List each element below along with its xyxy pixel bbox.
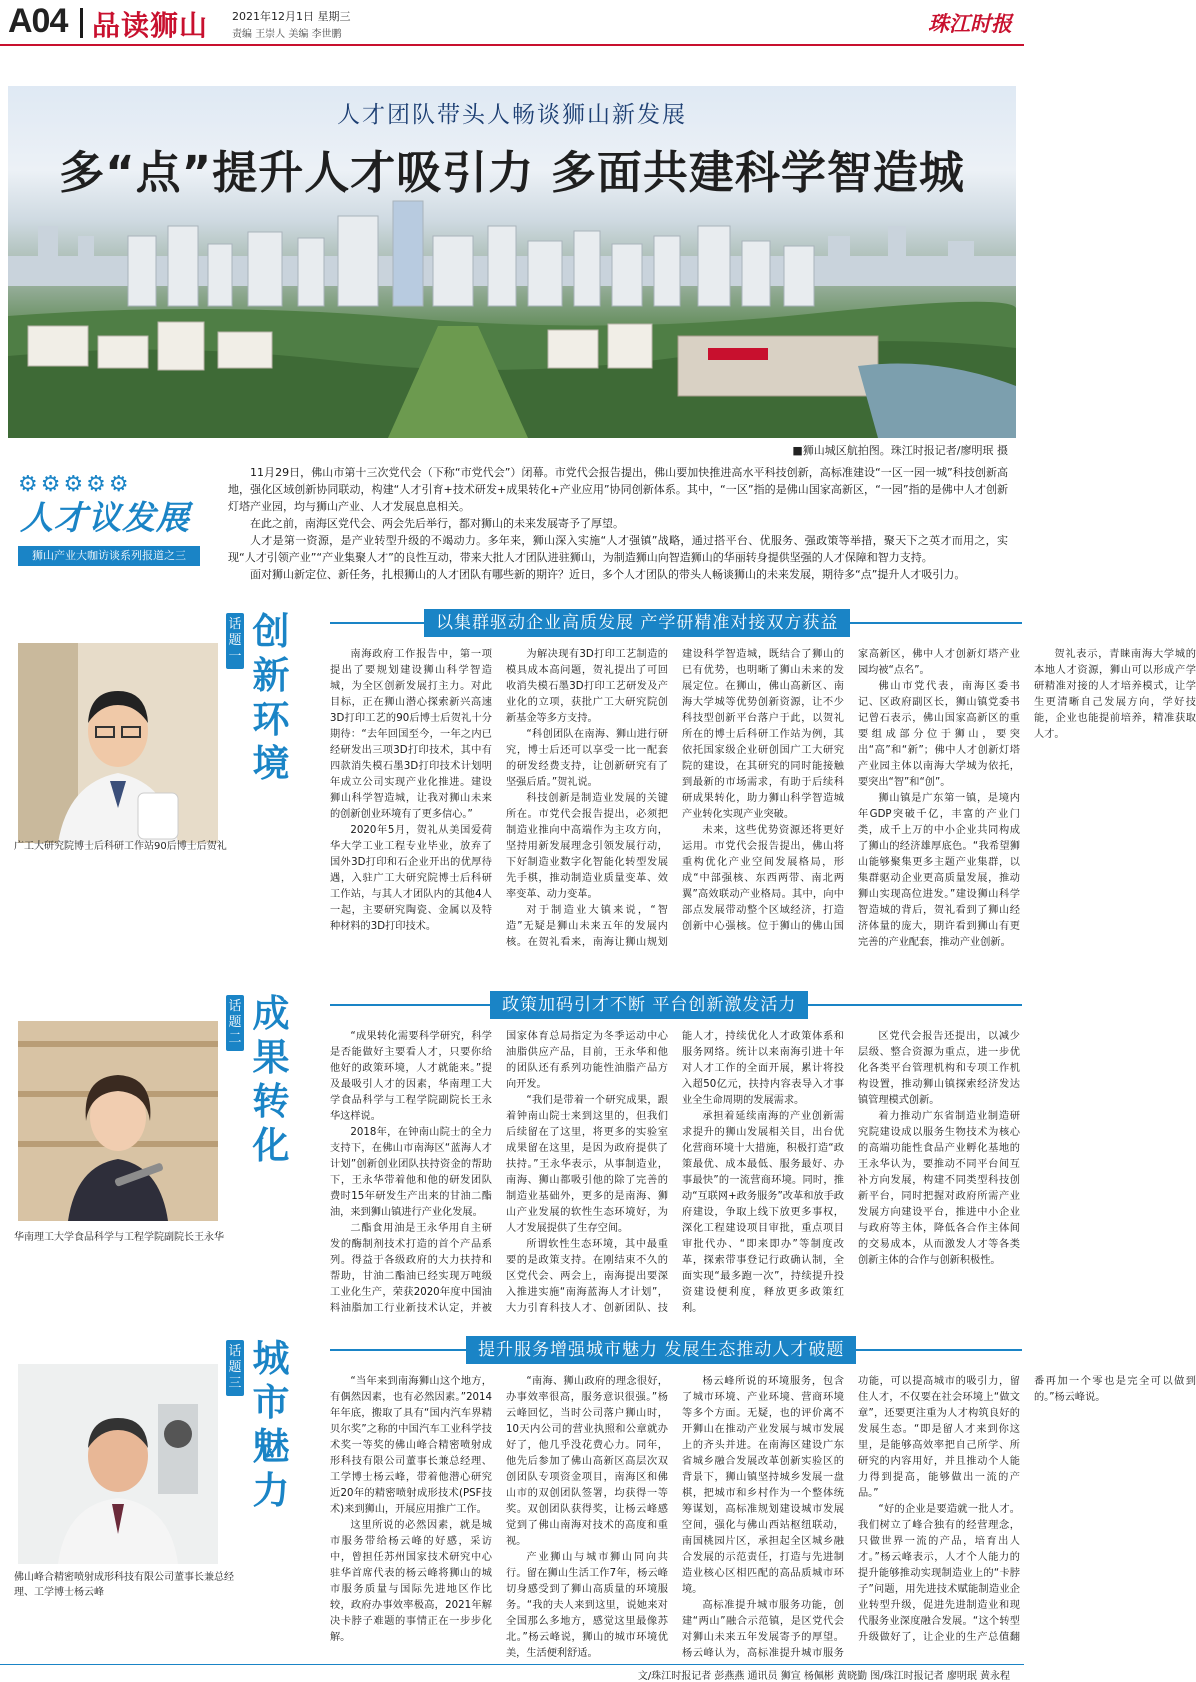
hero-aerial-photo xyxy=(8,86,1016,438)
article-paragraph: “科创团队在南海、狮山进行研究，博士后还可以享受一比一配套的研发经费支持，让创新研究有了坚强后盾。”贺礼说。 xyxy=(506,729,668,788)
column-title: 人才议发展 xyxy=(20,498,190,537)
gear-icon: ⚙⚙⚙⚙⚙ xyxy=(18,472,132,497)
byline: 文/珠江时报记者 彭燕燕 通讯员 狮宣 杨佩彬 黄晓勤 图/珠江时报记者 廖明珉 黄永程 xyxy=(637,1671,1010,1682)
newspaper-logo: 珠江时报 xyxy=(928,11,1012,36)
article-paragraph: 佛山市党代表，南海区委书记、区政府副区长，狮山镇党委书记曾石表示，佛山国家高新区的重要组成部分位于狮山，要突出“高”和“新”；佛中人才创新灯塔产业园主体以南海大学城为依托，要突出“智”和“创”。 xyxy=(858,681,1020,788)
article-paragraph: 科技创新是制造业发展的关键所在。市党代会报告提出，必须把制造业推向中高端作为主攻方向，坚持用新发展理念引领发展行动，下好制造业数字化智能化转型发展先手棋，推动制造业质量变革、效率变革、动力变革。 xyxy=(506,793,668,900)
article-paragraph: 产业狮山与城市狮山同向共行。留在狮山生活工作7年，杨云峰切身感受到了狮山高质量的环境服务。“我的夫人来到这里，说她来对全国那么多地方，感觉这里最像苏北。”杨云峰说，狮山的城市环境优美，生活便利舒适。 xyxy=(506,1552,668,1659)
topic-section-commercialization xyxy=(0,985,1024,1325)
article-paragraph: 杨云峰所说的环境服务，包含了城市环境、产业环境、营商环境等多个方面。无疑，也的评价离不开狮山在推动产业发展与城市发展上的齐头并进。在南海区建设广东省城乡融合发展改革创新实验区的背景下，狮山镇坚持城乡发展一盘棋，把城市和乡村作为一个整体统筹谋划，高标准规划建设城市发展空间，强化与佛山西站枢纽联动，南国桃园片区，承担起全区城乡融合发展的示范责任，打造与先进制造业核心区相匹配的高品质城市环境。 xyxy=(682,1376,844,1595)
article-paragraph: “好的企业是要造就一批人才。我们树立了峰合独有的经营理念，只做世界一流的产品，培育出人才。”杨云峰表示，人才个人能力的提升能够推动实现制造业上的“卡脖子”问题，用先进技术赋能制造业企业转型升级，促进先进制造业和现代服务业深度融合发展。“这个转型升级做好了，让企业的生产总值翻番再加一个零也是完全可以做到的。”杨云峰说。 xyxy=(858,1376,1196,1643)
topic-name: 创新环境 xyxy=(252,609,290,785)
article-body xyxy=(330,647,1196,951)
byline-footer xyxy=(0,1664,1024,1681)
article-paragraph: 二酯食用油是王永华用自主研发的酶制剂技术打造的首个产品系列。得益于各级政府的大力扶持和帮助，甘油二酯油已经实现万吨级工业化生产，荣获2020年度中国油料油脂加工行业新技术认定，并被国家体育总局指定为冬季运动中心油脂供应产品，目前，王永华和他的团队还有系列功能性油脂产品方向开发。 xyxy=(330,1031,668,1314)
column-series-label: 狮山产业大咖访谈系列报道之三 xyxy=(18,546,200,566)
article-paragraph: “我们是带着一个研究成果，跟着钟南山院士来到这里的，但我们后续留在了这里，将更多的实验室成果留在这里，是因为政府提供了扶持。”王永华表示，从事制造业，南海、狮山都吸引他的除了完善的制造业基础外，更多的是南海、狮山产业发展的软性生态环境好，为人才发展提供了生存空间。 xyxy=(506,1095,668,1234)
topic-label: 话题二 xyxy=(226,995,244,1051)
topic-section-innovation xyxy=(0,603,1196,963)
topic-label: 话题一 xyxy=(226,613,244,669)
article-body xyxy=(330,1029,1020,1319)
article-paragraph: 未来，这些优势资源还将更好运用。市党代会报告提出，佛山将重构优化产业空间发展格局，形成“中部强核、东西两带、南北两翼”高效联动产业格局。其中，向中部点发展带动整个区域经济，打造创新中心强核。位于狮山的佛山国家高新区，佛中人才创新灯塔产业园均被“点名”。 xyxy=(682,649,1020,932)
lead-paragraph: 11月29日，佛山市第十三次党代会（下称“市党代会”）闭幕。市党代会报告提出，佛山要加快推进高水平科技创新，高标准建设“一区一园一城”科技创新高地，强化区域创新协同联动，构建“人才引育+技术研发+成果转化+产业应用”协同创新体系。其中，“一区”指的是佛山国家高新区，“一园”指的是佛中人才创新灯塔产业园，均与狮山产业、人才发展息息相关。 xyxy=(228,466,1008,513)
lead-paragraph: 人才是第一资源，是产业转型升级的不竭动力。多年来，狮山深入实施“人才强镇”战略，通过搭平台、优服务、强政策等举措，聚天下之英才而用之，实现“人才引领产业”“产业集聚人才”的良性互动，带来大批人才团队进驻狮山，为制造狮山向智造狮山的华丽转身提供坚强的人才保障和智力支持。 xyxy=(228,534,1008,564)
topic-headline-band xyxy=(330,609,1022,637)
article-paragraph: 这里所说的必然因素，就是城市服务带给杨云峰的好感，采访中，曾担任苏州国家技术研究中心驻华首席代表的杨云峰将狮山的城市服务质量与国际先进地区作比较，政府办事效率极高，2021年解决卡脖子难题的事情正在一步步化解。 xyxy=(330,1520,492,1643)
person-portrait-illustration xyxy=(18,1021,218,1221)
issue-date: 2021年12月1日 星期三 xyxy=(232,10,351,23)
lead-paragraph: 在此之前，南海区党代会、两会先后举行，都对狮山的未来发展寄予了厚望。 xyxy=(250,517,624,530)
topic-label: 话题三 xyxy=(226,1340,244,1396)
masthead xyxy=(0,0,1024,46)
article-paragraph: 南海政府工作报告中，第一项提出了要规划建设狮山科学智造城，为全区创新发展打主力。对此目标，正在狮山潜心探索新兴高速3D打印工艺的90后博士后贺礼十分期待：“去年回国至今，一年之内已经研发出三项3D打印技术，其中有四款消失模石墨3D打印技术计划明年成立公司实现产业化推进。建设狮山科学智造城，让我对狮山未来的创新创业环境有了更多信心。” xyxy=(330,649,492,820)
person-portrait-illustration xyxy=(18,643,218,843)
topic-name: 城市魅力 xyxy=(252,1336,290,1512)
topic-section-city-appeal xyxy=(0,1330,1196,1670)
portrait-caption: 华南理工大学食品科学与工程学院副院长王永华 xyxy=(14,1232,224,1243)
article-paragraph: 所谓软性生态环境，其中最重要的是政策支持。在刚结束不久的区党代会、两会上，南海提出要深入推进实施“南海蓝海人才计划”，大力引育科技人才、创新团队、技能人才，持续优化人才政策体系和服务网络。统计以来南海引进十年对人才工作的全面开展，累计将投入超50亿元，扶持内容表导入才事业全生命周期的发展需求。 xyxy=(506,1031,844,1314)
article-paragraph: 2020年5月，贺礼从美国爱荷华大学工业工程专业毕业，放弃了国外3D打印和石企业开出的优厚待遇，入驻广工大研究院博士后科研工作站，与其人才团队内的其他4人一起，主要研究陶瓷、金属以及特种材料的3D打印技术。 xyxy=(330,825,492,932)
article-paragraph: 贺礼表示，青睐南海大学城的本地人才资源，狮山可以形成产学研精准对接的人才培养模式，让学生更清晰自己发展方向，学好技能，企业也能提前培养，精准获取人才。 xyxy=(1034,649,1196,740)
topic-name: 成果转化 xyxy=(252,991,290,1167)
portrait-photo xyxy=(18,1021,218,1221)
topic-headline-band xyxy=(330,1336,1022,1364)
topic-headline: 提升服务增强城市魅力 发展生态推动人才破题 xyxy=(466,1336,856,1364)
editors-line: 责编 王崇人 美编 李世鹏 xyxy=(232,29,342,40)
masthead-rule xyxy=(0,44,1024,46)
hero-headline: 多“点”提升人才吸引力 多面共建科学智造城 xyxy=(59,146,965,199)
article-paragraph: 为解决现有3D打印工艺制造的模具成本高问题，贺礼提出了可回收消失模石墨3D打印工艺研发及产业化的立项，获批广工大研究院创新基金等多方支持。 xyxy=(506,649,668,724)
column-logo xyxy=(14,472,204,567)
masthead-divider xyxy=(80,8,83,38)
article-body xyxy=(330,1374,1196,1664)
portrait-photo xyxy=(18,1364,218,1564)
article-paragraph: 区党代会报告还提出，以减少层级、整合资源为重点，进一步优化各类平台管理机构和专项工作机构设置，推动狮山镇探索经济发达镇管理模式创新。 xyxy=(858,1031,1020,1106)
article-paragraph: 着力推动广东省制造业制造研究院建设成以服务生物技术为核心的高端功能性食品产业孵化基地的王永华认为，要推动不同平台间互补方向发展，构建不同类型科技创新平台，同时把握对政府所需产业发展方向建设平台，推进中小企业与政府等主体，降低各合作主体间的交易成本，从而激发人才等各类创新主体的合作与创新积极性。 xyxy=(858,1111,1020,1266)
article-paragraph: “南海、狮山政府的理念很好，办事效率很高，服务意识很强。”杨云峰回忆，当时公司落户狮山时，10天内公司的营业执照和公章就办好了，他几乎没花费心力。同年，他先后参加了佛山高新区高层次双创团队专项资金项目，南海区和佛山市的双创团队签署，均获得一等奖。双创团队获得奖，让杨云峰感觉到了佛山南海对技术的高度和重视。 xyxy=(506,1376,668,1547)
article-paragraph: 高标准提升城市服务功能，创建“两山”融合示范镇，是区党代会对狮山未来五年发展寄予的厚望。杨云峰认为，高标准提升城市服务功能，可以提高城市的吸引力，留住人才，不仅要在社会环境上“做文章”，还要更注重为人才构筑良好的发展生态。“即是留人才来到你这里，是能够高效率把自己所学、所研究的内容用好，并且推动个人能力得到提高，能够做出一流的产品。” xyxy=(682,1376,1020,1659)
article-paragraph: 承担着延续南海的产业创新需求提升的狮山发展相关目，出台优化营商环境十大措施，积极打造“政策最优、成本最低、服务最好、办事最快”的一流营商环境。同时，推动“互联网+政务服务”改革和放手政府建设，争取上线下放更多事权，深化工程建设项目审批，重点项目审批代办、“即来即办”等制度改革，探索带事登记行政确认制，全面实现“最多跑一次”，持续提升投资建设便利度，释放更多政策红利。 xyxy=(682,1111,844,1314)
photo-credit: ■狮山城区航拍图。珠江时报记者/廖明珉 摄 xyxy=(792,444,1008,457)
page-number: A04 xyxy=(8,2,68,40)
portrait-caption: 佛山峰合精密喷射成形科技有限公司董事长兼总经理、工学博士杨云峰 xyxy=(14,1572,234,1598)
lead-paragraphs xyxy=(228,464,1008,583)
article-paragraph: 2018年，在钟南山院士的全力支持下，在佛山市南海区“蓝海人才计划”创新创业团队扶持资金的帮助下，王永华带着他和他的研发团队费时15年研发生产出来的甘油二酯油，来到狮山镇进行产业化发展。 xyxy=(330,1127,492,1218)
topic-headline-band xyxy=(330,991,1022,1019)
lead-paragraph: 面对狮山新定位、新任务，扎根狮山的人才团队有哪些新的期许？近日，多个人才团队的带头人畅谈狮山的未来发展，期待多“点”提升人才吸引力。 xyxy=(250,568,966,581)
section-title: 品读狮山 xyxy=(92,9,209,42)
portrait-photo xyxy=(18,643,218,843)
article-paragraph: 狮山镇是广东第一镇，是境内年GDP突破千亿，丰富的产业门类，成千上万的中小企业共同构成了狮山的经济雄厚底色。“我希望狮山能够聚集更多主题产业集群，以集群驱动企业更高质量发展，推动狮山实现高位进发。”建设狮山科学智造城的背后，贺礼看到了狮山经济体量的庞大，期许看到狮山有更完善的产业配套，推动产业创新。 xyxy=(858,793,1020,948)
hero-subtitle: 人才团队带头人畅谈狮山新发展 xyxy=(337,102,687,128)
portrait-caption: 广工大研究院博士后科研工作站90后博士后贺礼 xyxy=(14,841,227,852)
topic-headline: 政策加码引才不断 平台创新激发活力 xyxy=(490,991,808,1019)
article-paragraph: “成果转化需要科学研究，科学是否能做好主要看人才，只要你给他好的政策环境，人才就能来。”提及最吸引人才的因素，华南理工大学食品科学与工程学院副院长王永华这样说。 xyxy=(330,1031,492,1122)
topic-headline: 以集群驱动企业高质发展 产学研精准对接双方获益 xyxy=(424,609,850,637)
person-portrait-illustration xyxy=(18,1364,218,1564)
article-paragraph: 对于制造业大镇来说，“智造”无疑是狮山未来五年的发展内核。在贺礼看来，南海让狮山规划建设科学智造城，既结合了狮山的已有优势，也明晰了狮山未来的发展定位。在狮山，佛山高新区、南海大学城等优势创新资源，让不少科技型创新平台落户于此，以贺礼所在的博士后科研工作站为例，其依托国家级企业研创国广工大研究院的建设，在其研究的同时能接触到最新的市场需求，有助于后续科研成果转化，助力狮山科学智造城产业转化实现产业突破。 xyxy=(506,649,844,948)
article-paragraph: “当年来到南海狮山这个地方，有偶然因素，也有必然因素。”2014年年底，搬取了具有“国内汽车界精贝尔奖”之称的中国汽车工业科学技术奖一等奖的佛山峰合精密喷射成形科技有限公司董事长兼总经理、工学博士杨云峰，带着他潜心研究近20年的精密喷射成形技术(PSF技术)来到狮山，开展应用推广工作。 xyxy=(330,1376,492,1515)
